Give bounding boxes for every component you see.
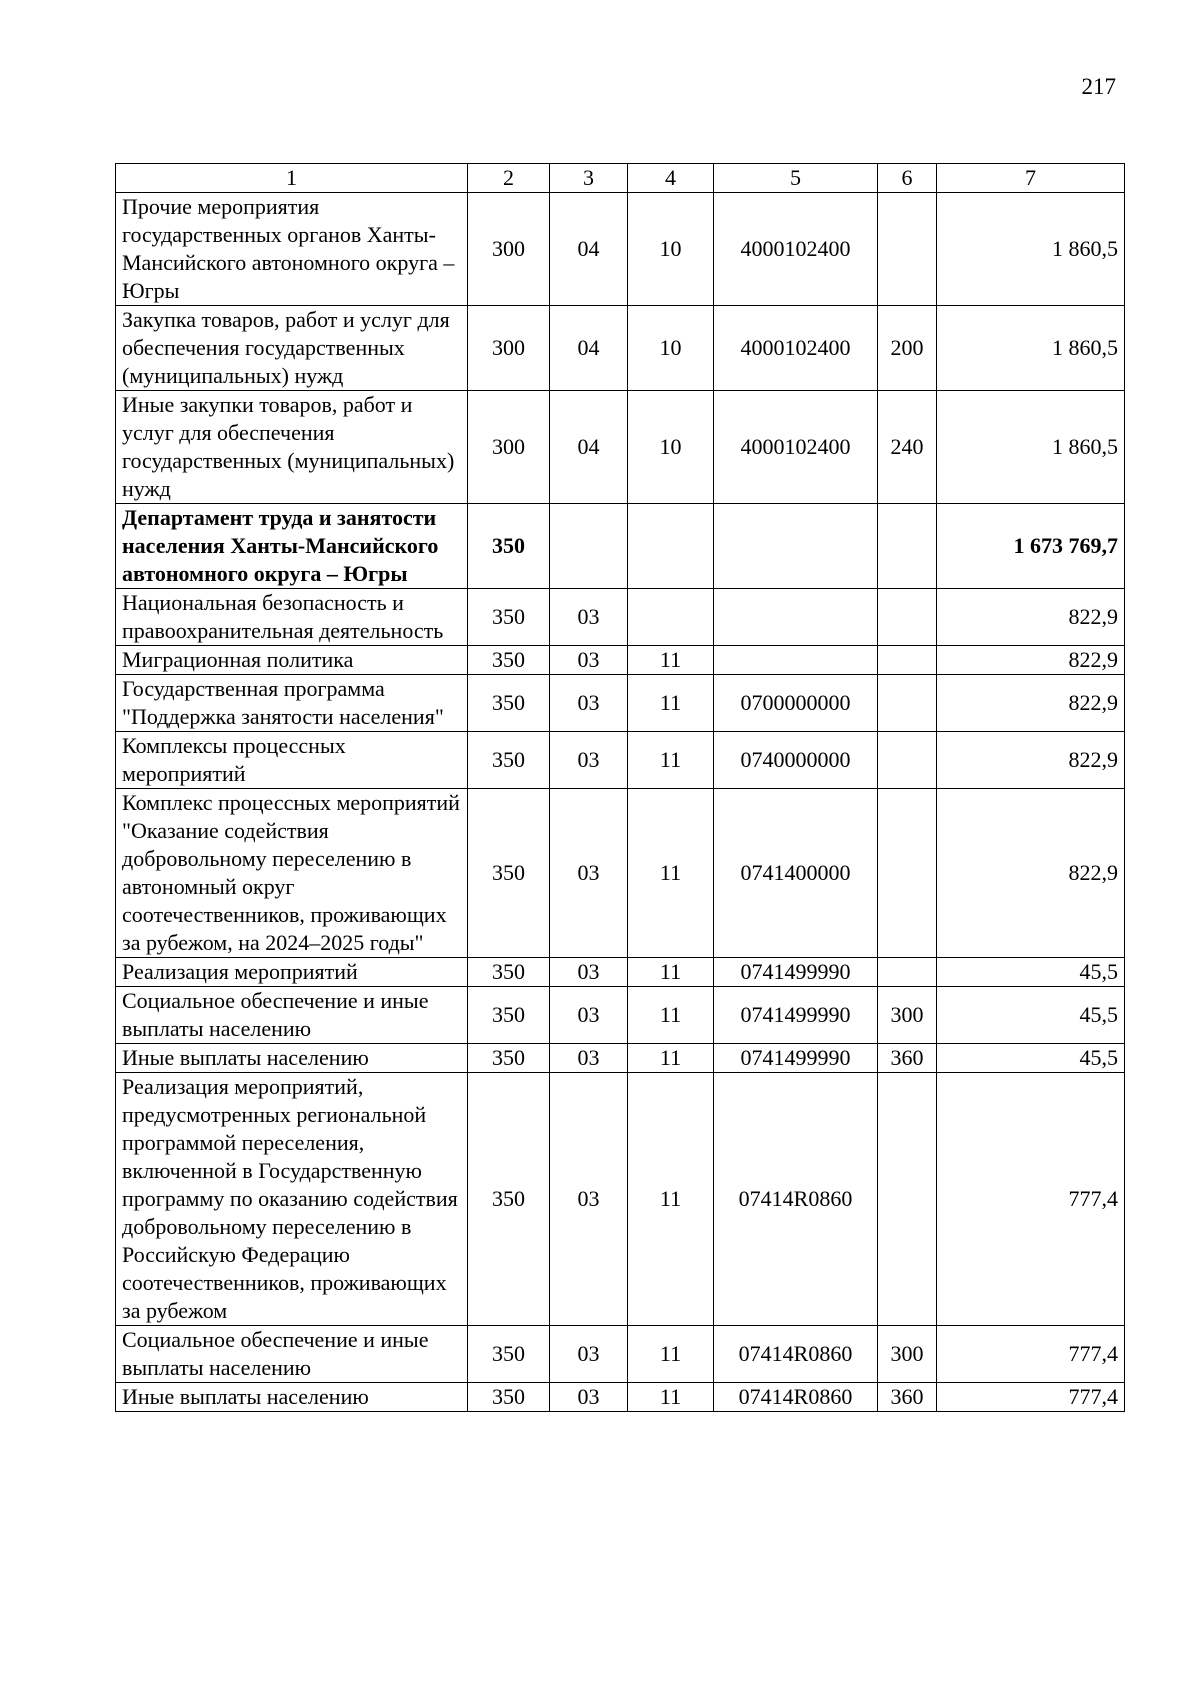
- table-row: [116, 391, 1125, 504]
- table-row: [116, 789, 1125, 958]
- row-amount: 822,9: [937, 675, 1125, 732]
- table-row: [116, 306, 1125, 391]
- row-col-3: 03: [550, 589, 628, 646]
- row-amount: 777,4: [937, 1326, 1125, 1383]
- row-col-5: 4000102400: [714, 391, 878, 504]
- table-row-department: [116, 504, 1125, 589]
- row-col-3: 03: [550, 1044, 628, 1073]
- row-col-5: 07414R0860: [714, 1326, 878, 1383]
- row-col-5: 07414R0860: [714, 1073, 878, 1326]
- row-col-3: 03: [550, 732, 628, 789]
- row-col-4: [628, 504, 714, 589]
- table-row: [116, 193, 1125, 306]
- table-row: [116, 987, 1125, 1044]
- row-col-5: 0741400000: [714, 789, 878, 958]
- row-col-6: [878, 732, 937, 789]
- header-col-3: 3: [550, 164, 628, 193]
- table-row: [116, 1383, 1125, 1412]
- table-row: [116, 589, 1125, 646]
- row-col-3: 04: [550, 391, 628, 504]
- row-col-3: [550, 504, 628, 589]
- header-col-5: 5: [714, 164, 878, 193]
- row-col-5: 0740000000: [714, 732, 878, 789]
- header-col-1: 1: [116, 164, 468, 193]
- row-col-2: 350: [468, 675, 550, 732]
- budget-table: [115, 163, 1125, 1412]
- row-col-6: [878, 646, 937, 675]
- row-col-3: 04: [550, 193, 628, 306]
- page-number: 217: [1081, 74, 1116, 99]
- row-col-5: [714, 504, 878, 589]
- row-col-6: [878, 589, 937, 646]
- row-col-5: 0741499990: [714, 958, 878, 987]
- row-name: Иные закупки товаров, работ и услуг для обеспечения государственных (муниципальных) нужд: [116, 391, 468, 504]
- row-col-4: 11: [628, 789, 714, 958]
- row-col-4: 10: [628, 193, 714, 306]
- row-amount: 45,5: [937, 958, 1125, 987]
- row-col-6: 300: [878, 987, 937, 1044]
- row-col-4: 11: [628, 732, 714, 789]
- row-name: Иные выплаты населению: [116, 1044, 468, 1073]
- row-col-3: 03: [550, 987, 628, 1044]
- row-col-6: 300: [878, 1326, 937, 1383]
- row-name: Государственная программа "Поддержка занятости населения": [116, 675, 468, 732]
- table-row: [116, 1073, 1125, 1326]
- row-col-4: 11: [628, 1326, 714, 1383]
- row-col-3: 03: [550, 958, 628, 987]
- row-name: Социальное обеспечение и иные выплаты населению: [116, 1326, 468, 1383]
- row-col-6: [878, 789, 937, 958]
- row-col-2: 350: [468, 1326, 550, 1383]
- table-row: [116, 732, 1125, 789]
- header-col-4: 4: [628, 164, 714, 193]
- header-col-7: 7: [937, 164, 1125, 193]
- row-amount: 1 860,5: [937, 193, 1125, 306]
- row-col-2: 350: [468, 1383, 550, 1412]
- row-amount: 1 673 769,7: [937, 504, 1125, 589]
- row-col-5: 4000102400: [714, 306, 878, 391]
- row-col-2: 350: [468, 646, 550, 675]
- row-name: Реализация мероприятий, предусмотренных региональной программой переселения, включенной в Государственную программу по оказанию содействия добровольному переселению в Российскую Федерацию соотечественников, проживающих за рубежом: [116, 1073, 468, 1326]
- row-name: Социальное обеспечение и иные выплаты населению: [116, 987, 468, 1044]
- row-amount: 822,9: [937, 732, 1125, 789]
- row-col-2: 350: [468, 589, 550, 646]
- row-col-3: 03: [550, 1073, 628, 1326]
- row-col-3: 03: [550, 675, 628, 732]
- row-name: Национальная безопасность и правоохранительная деятельность: [116, 589, 468, 646]
- row-col-6: [878, 193, 937, 306]
- row-amount: 1 860,5: [937, 306, 1125, 391]
- row-col-3: 03: [550, 1326, 628, 1383]
- row-amount: 1 860,5: [937, 391, 1125, 504]
- row-col-4: 10: [628, 306, 714, 391]
- row-amount: 777,4: [937, 1383, 1125, 1412]
- row-col-6: 240: [878, 391, 937, 504]
- row-col-6: 360: [878, 1044, 937, 1073]
- row-col-5: 4000102400: [714, 193, 878, 306]
- row-col-6: [878, 1073, 937, 1326]
- row-name: Иные выплаты населению: [116, 1383, 468, 1412]
- row-col-4: 11: [628, 1044, 714, 1073]
- row-name: Миграционная политика: [116, 646, 468, 675]
- row-col-2: 300: [468, 193, 550, 306]
- row-col-4: 11: [628, 1383, 714, 1412]
- row-col-4: 11: [628, 675, 714, 732]
- header-col-2: 2: [468, 164, 550, 193]
- row-col-6: 360: [878, 1383, 937, 1412]
- row-col-6: [878, 958, 937, 987]
- row-col-4: 11: [628, 958, 714, 987]
- row-col-2: 350: [468, 732, 550, 789]
- row-amount: 822,9: [937, 589, 1125, 646]
- table-row: [116, 675, 1125, 732]
- row-col-2: 350: [468, 958, 550, 987]
- row-col-2: 350: [468, 987, 550, 1044]
- header-col-6: 6: [878, 164, 937, 193]
- row-col-4: 11: [628, 646, 714, 675]
- row-col-3: 04: [550, 306, 628, 391]
- row-col-5: 07414R0860: [714, 1383, 878, 1412]
- row-col-2: 300: [468, 306, 550, 391]
- table-row: [116, 1326, 1125, 1383]
- row-name: Комплексы процессных мероприятий: [116, 732, 468, 789]
- row-col-2: 300: [468, 391, 550, 504]
- row-col-5: 0700000000: [714, 675, 878, 732]
- row-amount: 822,9: [937, 789, 1125, 958]
- row-name: Департамент труда и занятости населения Ханты-Мансийского автономного округа – Югры: [116, 504, 468, 589]
- row-col-5: 0741499990: [714, 987, 878, 1044]
- row-col-2: 350: [468, 1044, 550, 1073]
- row-amount: 45,5: [937, 1044, 1125, 1073]
- row-name: Прочие мероприятия государственных органов Ханты-Мансийского автономного округа – Югры: [116, 193, 468, 306]
- row-col-4: [628, 589, 714, 646]
- row-col-3: 03: [550, 1383, 628, 1412]
- row-col-5: [714, 646, 878, 675]
- row-col-3: 03: [550, 789, 628, 958]
- row-col-4: 11: [628, 1073, 714, 1326]
- row-name: Реализация мероприятий: [116, 958, 468, 987]
- row-amount: 777,4: [937, 1073, 1125, 1326]
- row-amount: 45,5: [937, 987, 1125, 1044]
- header-row: [116, 164, 1125, 193]
- row-col-2: 350: [468, 789, 550, 958]
- table-row: [116, 1044, 1125, 1073]
- row-col-5: 0741499990: [714, 1044, 878, 1073]
- row-col-4: 10: [628, 391, 714, 504]
- row-col-4: 11: [628, 987, 714, 1044]
- row-name: Закупка товаров, работ и услуг для обеспечения государственных (муниципальных) нужд: [116, 306, 468, 391]
- row-col-2: 350: [468, 1073, 550, 1326]
- row-col-6: 200: [878, 306, 937, 391]
- row-col-6: [878, 675, 937, 732]
- row-col-6: [878, 504, 937, 589]
- row-col-2: 350: [468, 504, 550, 589]
- row-col-3: 03: [550, 646, 628, 675]
- table-row: [116, 646, 1125, 675]
- row-col-5: [714, 589, 878, 646]
- row-amount: 822,9: [937, 646, 1125, 675]
- row-name: Комплекс процессных мероприятий "Оказание содействия добровольному переселению в автономный округ соотечественников, проживающих за рубежом, на 2024–2025 годы": [116, 789, 468, 958]
- table-row: [116, 958, 1125, 987]
